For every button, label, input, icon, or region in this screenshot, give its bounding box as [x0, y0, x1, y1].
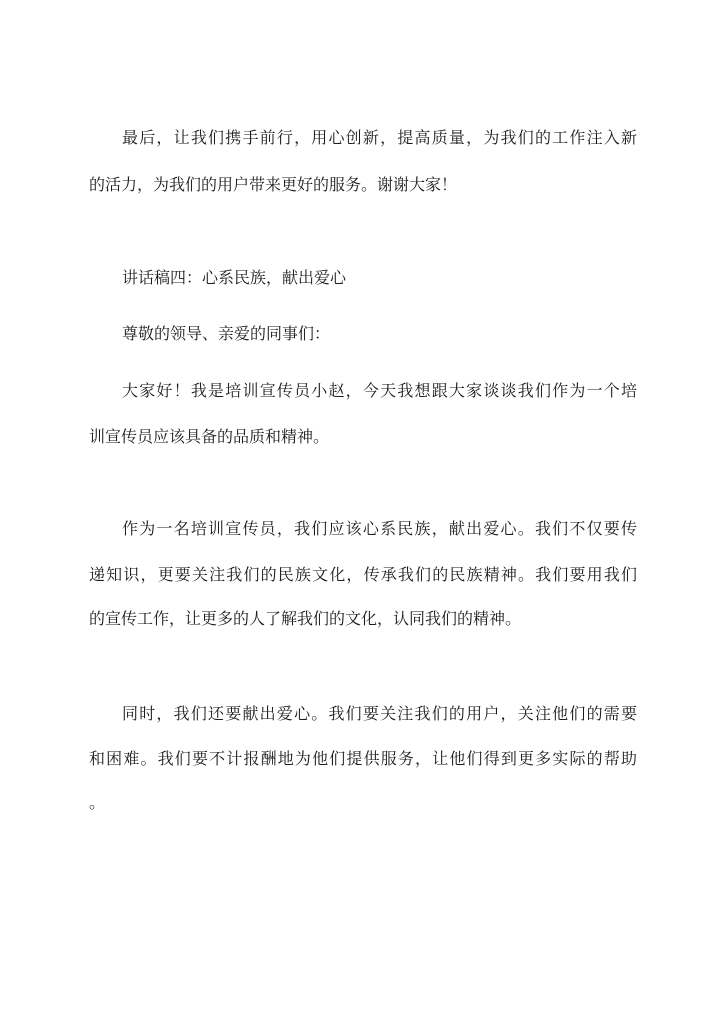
salutation: 尊敬的领导、亲爱的同事们： [122, 324, 331, 343]
paragraph-4-line-1: 大家好！我是培训宣传员小赵，今天我想跟大家谈谈我们作为一个培 [122, 381, 637, 400]
paragraph-6-line-3: 。 [89, 793, 106, 812]
paragraph-5-line-1: 作为一名培训宣传员，我们应该心系民族，献出爱心。我们不仅要传 [122, 519, 637, 538]
paragraph-5-line-2: 递知识，更要关注我们的民族文化，传承我们的民族精神。我们要用我们 [89, 565, 637, 584]
paragraph-4-line-2: 训宣传员应该具备的品质和精神。 [89, 427, 330, 446]
paragraph-5-line-3: 的宣传工作，让更多的人了解我们的文化，认同我们的精神。 [89, 609, 522, 628]
paragraph-1-line-1: 最后，让我们携手前行，用心创新，提高质量，为我们的工作注入新 [122, 128, 637, 147]
paragraph-6-line-1: 同时，我们还要献出爱心。我们要关注我们的用户，关注他们的需要 [122, 704, 637, 723]
speech-title: 讲话稿四：心系民族，献出爱心 [122, 268, 347, 287]
paragraph-1-line-2: 的活力，为我们的用户带来更好的服务。谢谢大家！ [89, 175, 458, 194]
paragraph-6-line-2: 和困难。我们要不计报酬地为他们提供服务，让他们得到更多实际的帮助 [89, 749, 637, 768]
